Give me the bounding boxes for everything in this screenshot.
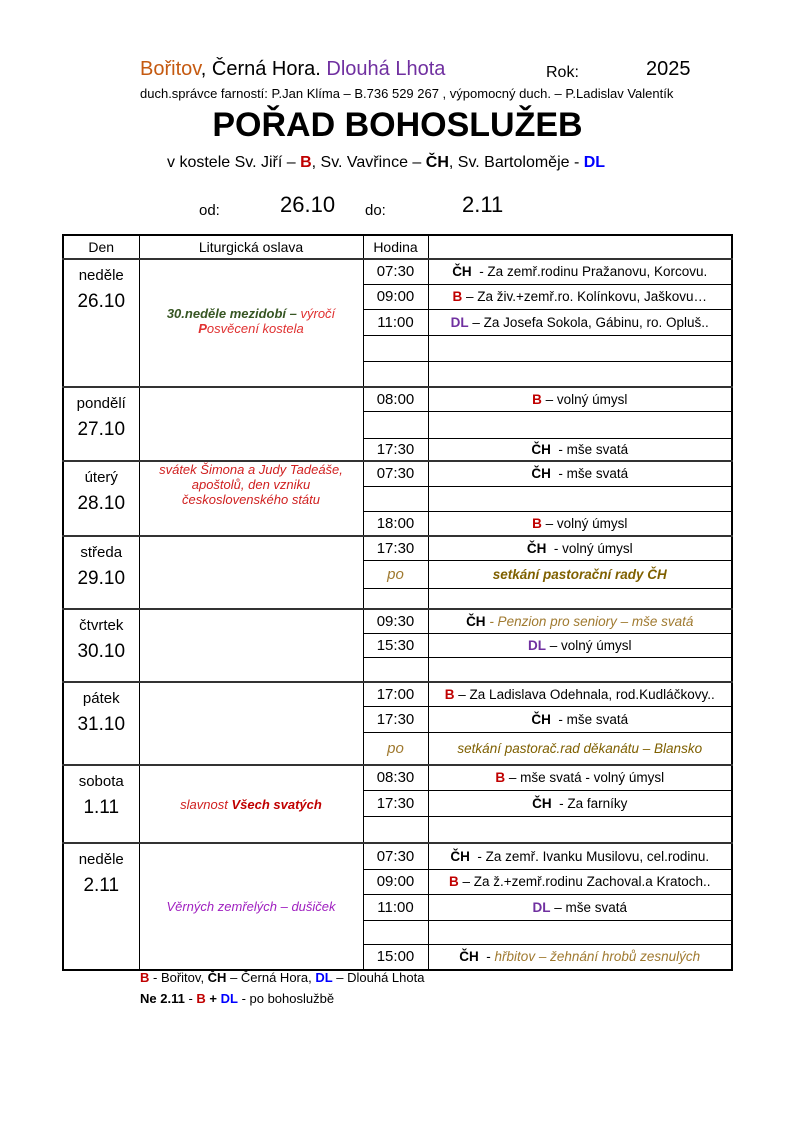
to-label: do: [365, 202, 386, 219]
day-cell [63, 536, 139, 609]
intention-text: - volný úmysl [546, 540, 633, 556]
table-row [63, 609, 732, 633]
intention-text: - Za farníky [551, 795, 628, 811]
intention-text: – mše svatá - volný úmysl [505, 770, 665, 786]
intention-cell [428, 894, 732, 920]
intention-text: – volný úmysl [545, 637, 632, 653]
parishes-line [140, 58, 445, 81]
legend-text: – Dlouhá Lhota [332, 970, 425, 985]
year: 2025 [646, 58, 691, 80]
day-cell [63, 461, 139, 536]
time-cell [363, 588, 428, 609]
intention-cell [428, 732, 732, 765]
table-row [63, 682, 732, 706]
liturgy-text: výročí [300, 306, 336, 321]
time-cell: 11:00 [363, 309, 428, 335]
intention-text: setkání pastorační rady ČH [492, 566, 667, 582]
intention-cell [428, 309, 732, 335]
time-cell [363, 920, 428, 944]
intention-text: - Za zemř. Ivanku Musilovu, cel.rodinu. [469, 848, 710, 864]
day-name: sobota [78, 773, 124, 790]
time-cell: 09:00 [363, 284, 428, 309]
church-code: ČH [532, 795, 552, 811]
day-date: 30.10 [77, 641, 126, 662]
intention-cell [428, 438, 732, 461]
intention-cell [428, 259, 732, 284]
time-cell: 17:30 [363, 536, 428, 560]
intention-cell [428, 609, 732, 633]
intention-text: – volný úmysl [541, 515, 628, 531]
day-cell [63, 387, 139, 461]
time-cell [363, 657, 428, 682]
liturgy-text: P [198, 321, 207, 336]
clergy-line: duch.správce farností: P.Jan Klíma – B.736 529 267 , výpomocný duch. – P.Ladislav Valentík [140, 86, 674, 101]
code-b: B [196, 991, 206, 1006]
table-row [63, 765, 732, 790]
church-text: , Sv. Vavřince – [311, 154, 426, 171]
intention-cell [428, 682, 732, 706]
day-cell [63, 843, 139, 970]
legend-text: – Černá Hora, [226, 970, 316, 985]
legend [140, 970, 424, 985]
intention-text: – volný úmysl [541, 391, 628, 407]
liturgy-cell [139, 461, 363, 536]
time-cell: 17:00 [363, 682, 428, 706]
intention-text: – mše svatá [550, 899, 628, 915]
intention-cell [428, 486, 732, 511]
note-text: - po bohoslužbě [237, 991, 335, 1006]
parish-dlouha-lhota: Dlouhá Lhota [326, 58, 446, 80]
intention-text: – Za ž.+zemř.rodinu Zachoval.a Kratoch.. [458, 874, 711, 889]
time-cell [363, 816, 428, 843]
intention-cell [428, 536, 732, 560]
day-name: čtvrtek [79, 617, 124, 634]
intention-cell [428, 633, 732, 657]
note-text: + [205, 991, 221, 1006]
liturgy-text: 30.neděle mezidobí – [166, 306, 301, 321]
table-header [63, 235, 732, 259]
from-label: od: [199, 202, 220, 219]
day-cell [63, 259, 139, 387]
time-cell: 07:30 [363, 461, 428, 486]
time-cell: 17:30 [363, 706, 428, 732]
day-name: středa [80, 544, 123, 561]
time-cell: 07:30 [363, 259, 428, 284]
church-text: v kostele Sv. Jiří – [167, 154, 301, 171]
time-cell [363, 486, 428, 511]
intention-cell [428, 920, 732, 944]
liturgy-cell [139, 843, 363, 970]
time-cell: po [363, 560, 428, 588]
intention-cell [428, 944, 732, 970]
day-name: úterý [84, 469, 118, 486]
intention-cell [428, 765, 732, 790]
code-ch: ČH [207, 970, 227, 985]
separator: , [200, 58, 212, 80]
liturgy-cell [139, 609, 363, 682]
intention-text: - [478, 949, 495, 965]
day-date: 26.10 [77, 291, 126, 312]
liturgy-cell [139, 259, 363, 387]
table-row [63, 461, 732, 486]
intention-text: - mše svatá [550, 441, 629, 457]
liturgy-cell [139, 536, 363, 609]
day-cell [63, 682, 139, 765]
liturgy-text: osvěcení kostela [206, 321, 304, 336]
liturgy-text: Věrných zemřelých – dušiček [166, 899, 336, 914]
day-date: 2.11 [83, 875, 120, 896]
intention-cell [428, 588, 732, 609]
intention-text: - mše svatá [550, 466, 629, 482]
intention-cell [428, 361, 732, 387]
church-code: ČH [526, 540, 547, 556]
church-code: ČH [452, 264, 472, 280]
note-date: Ne 2.11 [140, 991, 185, 1006]
liturgy-cell [139, 765, 363, 843]
intention-text: - Penzion pro seniory – mše svatá [485, 613, 694, 629]
schedule-table [62, 234, 733, 971]
church-code: ČH [531, 711, 551, 727]
intention-cell [428, 869, 732, 894]
church-code: ČH [531, 466, 551, 482]
intention-cell [428, 816, 732, 843]
time-cell: 09:30 [363, 609, 428, 633]
intention-cell [428, 657, 732, 682]
intention-cell [428, 411, 732, 438]
time-cell: 08:30 [363, 765, 428, 790]
day-date: 27.10 [77, 419, 126, 440]
column-header: Den [63, 235, 139, 259]
liturgy-text: svátek Šimona a Judy Tadeáše, apoštolů, den vzniku československého státu [159, 462, 343, 507]
day-date: 28.10 [77, 493, 126, 514]
church-code: B [495, 770, 506, 786]
church-code: ČH [459, 949, 479, 965]
parish-boritov: Bořitov [140, 58, 201, 80]
liturgy-text: slavnost [180, 796, 232, 812]
day-name: neděle [78, 267, 124, 284]
code-b: B [140, 970, 150, 985]
to-date: 2.11 [462, 192, 504, 217]
church-code: ČH [466, 613, 486, 629]
intention-cell [428, 335, 732, 361]
intention-cell [428, 284, 732, 309]
column-header: Hodina [363, 235, 428, 259]
intention-cell [428, 843, 732, 869]
intention-cell [428, 790, 732, 816]
code-dl: DL [583, 154, 606, 171]
note [140, 991, 334, 1006]
day-name: neděle [78, 851, 124, 868]
code-b: B [300, 154, 312, 171]
church-code: B [532, 391, 542, 407]
church-code: ČH [450, 848, 470, 864]
intention-cell [428, 387, 732, 411]
time-cell [363, 361, 428, 387]
table-row [63, 536, 732, 560]
parish-cerna-hora: Černá Hora. [211, 58, 321, 80]
intention-text: - Za zemř.rodinu Pražanovu, Korcovu. [471, 264, 708, 280]
day-date: 29.10 [77, 568, 126, 589]
day-date: 1.11 [83, 797, 120, 818]
church-code: DL [450, 314, 469, 330]
note-text: - [184, 991, 197, 1006]
table-row [63, 259, 732, 284]
time-cell: 08:00 [363, 387, 428, 411]
church-code: B [532, 515, 542, 531]
time-cell [363, 335, 428, 361]
church-text: , Sv. Bartoloměje - [448, 154, 584, 171]
intention-text: – Za Ladislava Odehnala, rod.Kudláčkovy.. [454, 686, 715, 702]
time-cell: 09:00 [363, 869, 428, 894]
liturgy-text: Všech svatých [231, 796, 322, 812]
intention-cell [428, 560, 732, 588]
intention-cell [428, 511, 732, 536]
time-cell: 18:00 [363, 511, 428, 536]
day-date: 31.10 [77, 714, 126, 735]
intention-text: setkání pastorač.rad děkanátu – Blansko [457, 740, 703, 756]
time-cell: 17:30 [363, 790, 428, 816]
liturgy-cell [139, 682, 363, 765]
page-title: POŘAD BOHOSLUŽEB [212, 106, 583, 144]
legend-text: - Bořitov, [149, 970, 208, 985]
column-header [428, 235, 732, 259]
intention-text: – Za Josefa Sokola, Gábinu, ro. Opluš.. [468, 314, 709, 330]
day-name: pondělí [76, 395, 126, 412]
church-code: ČH [531, 441, 551, 457]
church-code: DL [527, 637, 546, 653]
church-code: B [444, 686, 455, 702]
time-cell: 15:00 [363, 944, 428, 970]
time-cell: 11:00 [363, 894, 428, 920]
intention-text: – Za živ.+zemř.ro. Kolínkovu, Jaškovu… [462, 289, 707, 304]
day-name: pátek [82, 690, 120, 707]
table-row [63, 387, 732, 411]
intention-cell [428, 706, 732, 732]
church-code: B [452, 289, 463, 304]
time-cell [363, 411, 428, 438]
liturgy-cell [139, 387, 363, 461]
churches-line [167, 154, 605, 172]
time-cell: 07:30 [363, 843, 428, 869]
intention-cell [428, 461, 732, 486]
year-label: Rok: [546, 64, 579, 81]
column-header: Liturgická oslava [139, 235, 363, 259]
intention-text: - mše svatá [550, 711, 629, 727]
church-code: B [449, 874, 459, 889]
time-cell: 15:30 [363, 633, 428, 657]
church-code: DL [532, 899, 551, 915]
from-date: 26.10 [280, 192, 336, 217]
table-row [63, 843, 732, 869]
day-cell [63, 765, 139, 843]
code-dl: DL [220, 991, 238, 1006]
time-cell: po [363, 732, 428, 765]
code-dl: DL [315, 970, 333, 985]
day-cell [63, 609, 139, 682]
time-cell: 17:30 [363, 438, 428, 461]
code-ch: ČH [425, 154, 449, 171]
intention-text: hřbitov – žehnání hrobů zesnulých [494, 949, 701, 965]
